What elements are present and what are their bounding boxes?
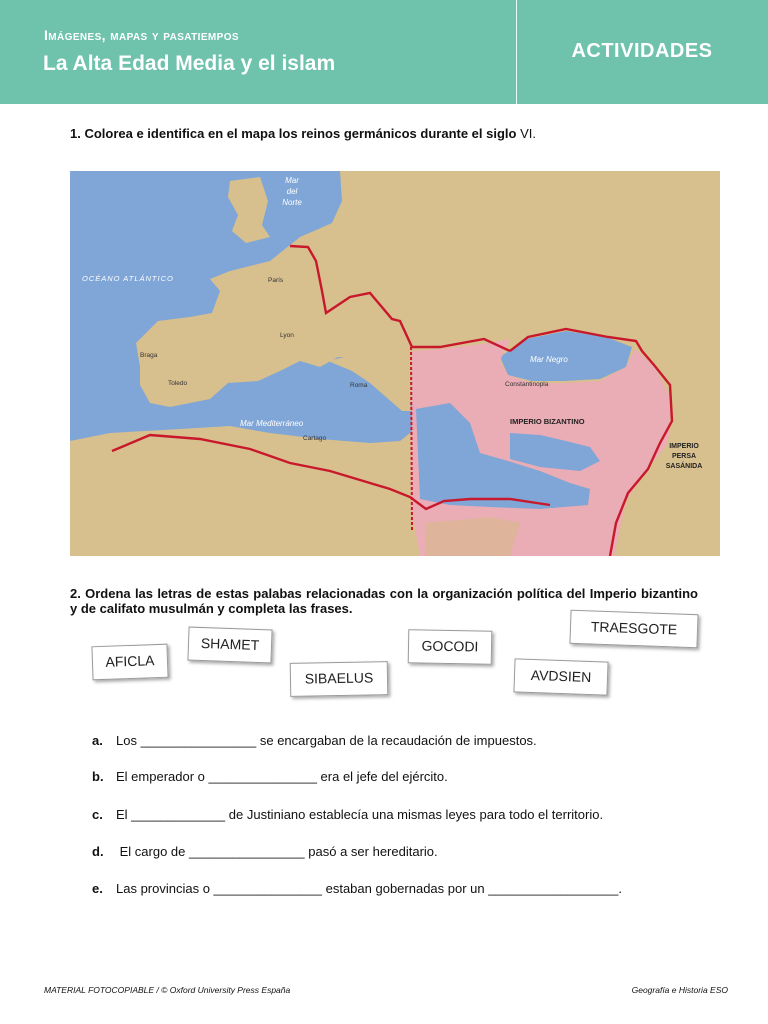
question-2: 2. Ordena las letras de estas palabas relacionadas con la organización política del Imperio bizantino y de califato musulmán y completa las frases. — [70, 586, 698, 616]
map-land-egypt — [425, 517, 520, 556]
question-1-text: 1. Colorea e identifica en el mapa los reinos germánicos durante el siglo — [70, 126, 521, 141]
map-label-persa-2: PERSA — [671, 453, 697, 460]
historical-map — [70, 171, 720, 556]
sentence-text: Los ________________ se encargaban de la recaudación de impuestos. — [116, 733, 537, 748]
map-label-lyon: Lyon — [280, 332, 294, 339]
map-svg — [70, 171, 720, 556]
header-banner — [0, 0, 768, 104]
sentence-c — [92, 807, 603, 822]
footer-subject: Geografía e Historia ESO — [631, 985, 728, 995]
sentence-letter: b. — [92, 769, 104, 784]
sentence-letter: a. — [92, 733, 103, 748]
map-label-persa-3: SASÁNIDA — [665, 463, 703, 470]
map-label-mar-norte-1: Mar — [285, 176, 299, 185]
sentence-d — [92, 844, 438, 859]
word-card: SHAMET — [187, 627, 272, 664]
sentence-letter: c. — [92, 807, 103, 822]
map-label-mar-norte-2: del — [286, 187, 298, 196]
map-label-constantinopla: Constantinopla — [505, 381, 549, 388]
map-label-cartago: Cartago — [303, 435, 327, 442]
word-card: AVDSIEN — [513, 658, 608, 695]
map-border-divide — [411, 347, 412, 531]
sentence-text: El emperador o _______________ era el jefe del ejército. — [116, 769, 448, 784]
sentence-e — [92, 881, 622, 896]
map-label-roma: Roma — [350, 382, 368, 389]
footer-copyright: MATERIAL FOTOCOPIABLE / © Oxford University Press España — [44, 985, 291, 995]
header-subtitle: Imágenes, mapas y pasatiempos — [44, 27, 239, 43]
map-label-mar-norte-3: Norte — [282, 198, 302, 207]
word-card: GOCODI — [408, 629, 493, 664]
sentence-text: El cargo de ________________ pasó a ser hereditario. — [116, 844, 438, 859]
sentence-text: El _____________ de Justiniano establecía una mismas leyes para todo el territorio. — [116, 807, 604, 822]
word-card: AFICLA — [91, 644, 168, 681]
sentence-text: Las provincias o _______________ estaban gobernadas por un __________________. — [116, 881, 622, 896]
map-label-mar-mediterraneo: Mar Mediterráneo — [240, 419, 304, 428]
sentence-letter: e. — [92, 881, 103, 896]
section-label: ACTIVIDADES — [571, 40, 713, 62]
word-card: TRAESGOTE — [569, 610, 698, 648]
page-title: La Alta Edad Media y el islam — [43, 52, 336, 75]
sentence-a — [92, 733, 537, 748]
map-label-imperio-bizantino: IMPERIO BIZANTINO — [510, 417, 585, 426]
map-label-oceano: OCÉANO ATLÁNTICO — [82, 274, 174, 283]
word-card: SIBAELUS — [290, 661, 389, 697]
map-label-braga: Braga — [140, 352, 158, 359]
map-label-persa-1: IMPERIO — [669, 443, 699, 450]
sentence-letter: d. — [92, 844, 104, 859]
question-1 — [70, 126, 536, 141]
map-label-mar-negro: Mar Negro — [530, 355, 568, 364]
question-1-century: VI. — [520, 126, 536, 141]
sentence-b — [92, 769, 448, 784]
map-label-paris: París — [268, 277, 284, 284]
map-label-toledo: Toledo — [168, 380, 188, 387]
